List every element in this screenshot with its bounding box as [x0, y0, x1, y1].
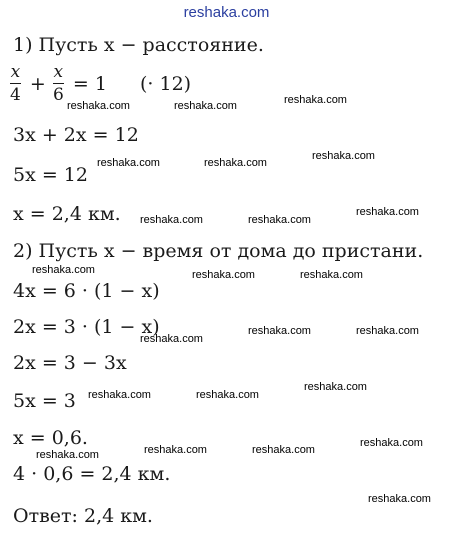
watermark: reshaka.com: [192, 269, 255, 281]
watermark: reshaka.com: [300, 269, 363, 281]
watermark: reshaka.com: [196, 389, 259, 401]
watermark: reshaka.com: [356, 206, 419, 218]
watermark: reshaka.com: [32, 264, 95, 276]
watermark: reshaka.com: [204, 157, 267, 169]
equation-line: 4x = 6 · (1 − x): [13, 280, 160, 302]
equation-line: x = 0,6.: [13, 427, 88, 449]
watermark: reshaka.com: [368, 493, 431, 505]
answer-line: Ответ: 2,4 км.: [13, 505, 153, 527]
watermark: reshaka.com: [304, 381, 367, 393]
equation-rhs: = 1: [72, 72, 107, 95]
site-header: [0, 2, 453, 22]
watermark: reshaka.com: [252, 444, 315, 456]
equation-line: x = 2,4 км.: [13, 203, 121, 225]
watermark: reshaka.com: [356, 325, 419, 337]
equation-line: 3x + 2x = 12: [13, 124, 139, 146]
watermark: reshaka.com: [140, 333, 203, 345]
watermark: reshaka.com: [67, 100, 130, 112]
equation-line: 5x = 12: [13, 164, 88, 186]
equation-line: 2x = 3 − 3x: [13, 352, 127, 374]
watermark: reshaka.com: [360, 437, 423, 449]
fraction-denominator: 4: [10, 85, 21, 105]
fraction-x-over-4: [10, 62, 21, 105]
watermark: reshaka.com: [248, 214, 311, 226]
watermark: reshaka.com: [312, 150, 375, 162]
fraction-numerator: x: [10, 62, 21, 82]
watermark: reshaka.com: [284, 94, 347, 106]
watermark: reshaka.com: [140, 214, 203, 226]
step1-heading: 1) Пусть x − расстояние.: [13, 34, 264, 56]
equation-line: 2x = 3 · (1 − x): [13, 316, 160, 338]
watermark: reshaka.com: [174, 100, 237, 112]
fraction-bar: [53, 83, 64, 84]
site-name: reshaka.com: [183, 4, 270, 21]
multiplier-note: (· 12): [140, 72, 192, 95]
watermark: reshaka.com: [248, 325, 311, 337]
plus-sign: +: [29, 72, 46, 95]
fraction-numerator: x: [53, 62, 64, 82]
fraction-x-over-6: [53, 62, 64, 105]
step2-heading: 2) Пусть x − время от дома до пристани.: [13, 240, 424, 262]
watermark: reshaka.com: [97, 157, 160, 169]
equation-line: 5x = 3: [13, 390, 76, 412]
fraction-bar: [10, 83, 21, 84]
watermark: reshaka.com: [88, 389, 151, 401]
fraction-denominator: 6: [52, 85, 64, 105]
watermark: reshaka.com: [144, 444, 207, 456]
equation-line: 4 · 0,6 = 2,4 км.: [13, 463, 171, 485]
watermark: reshaka.com: [36, 449, 99, 461]
